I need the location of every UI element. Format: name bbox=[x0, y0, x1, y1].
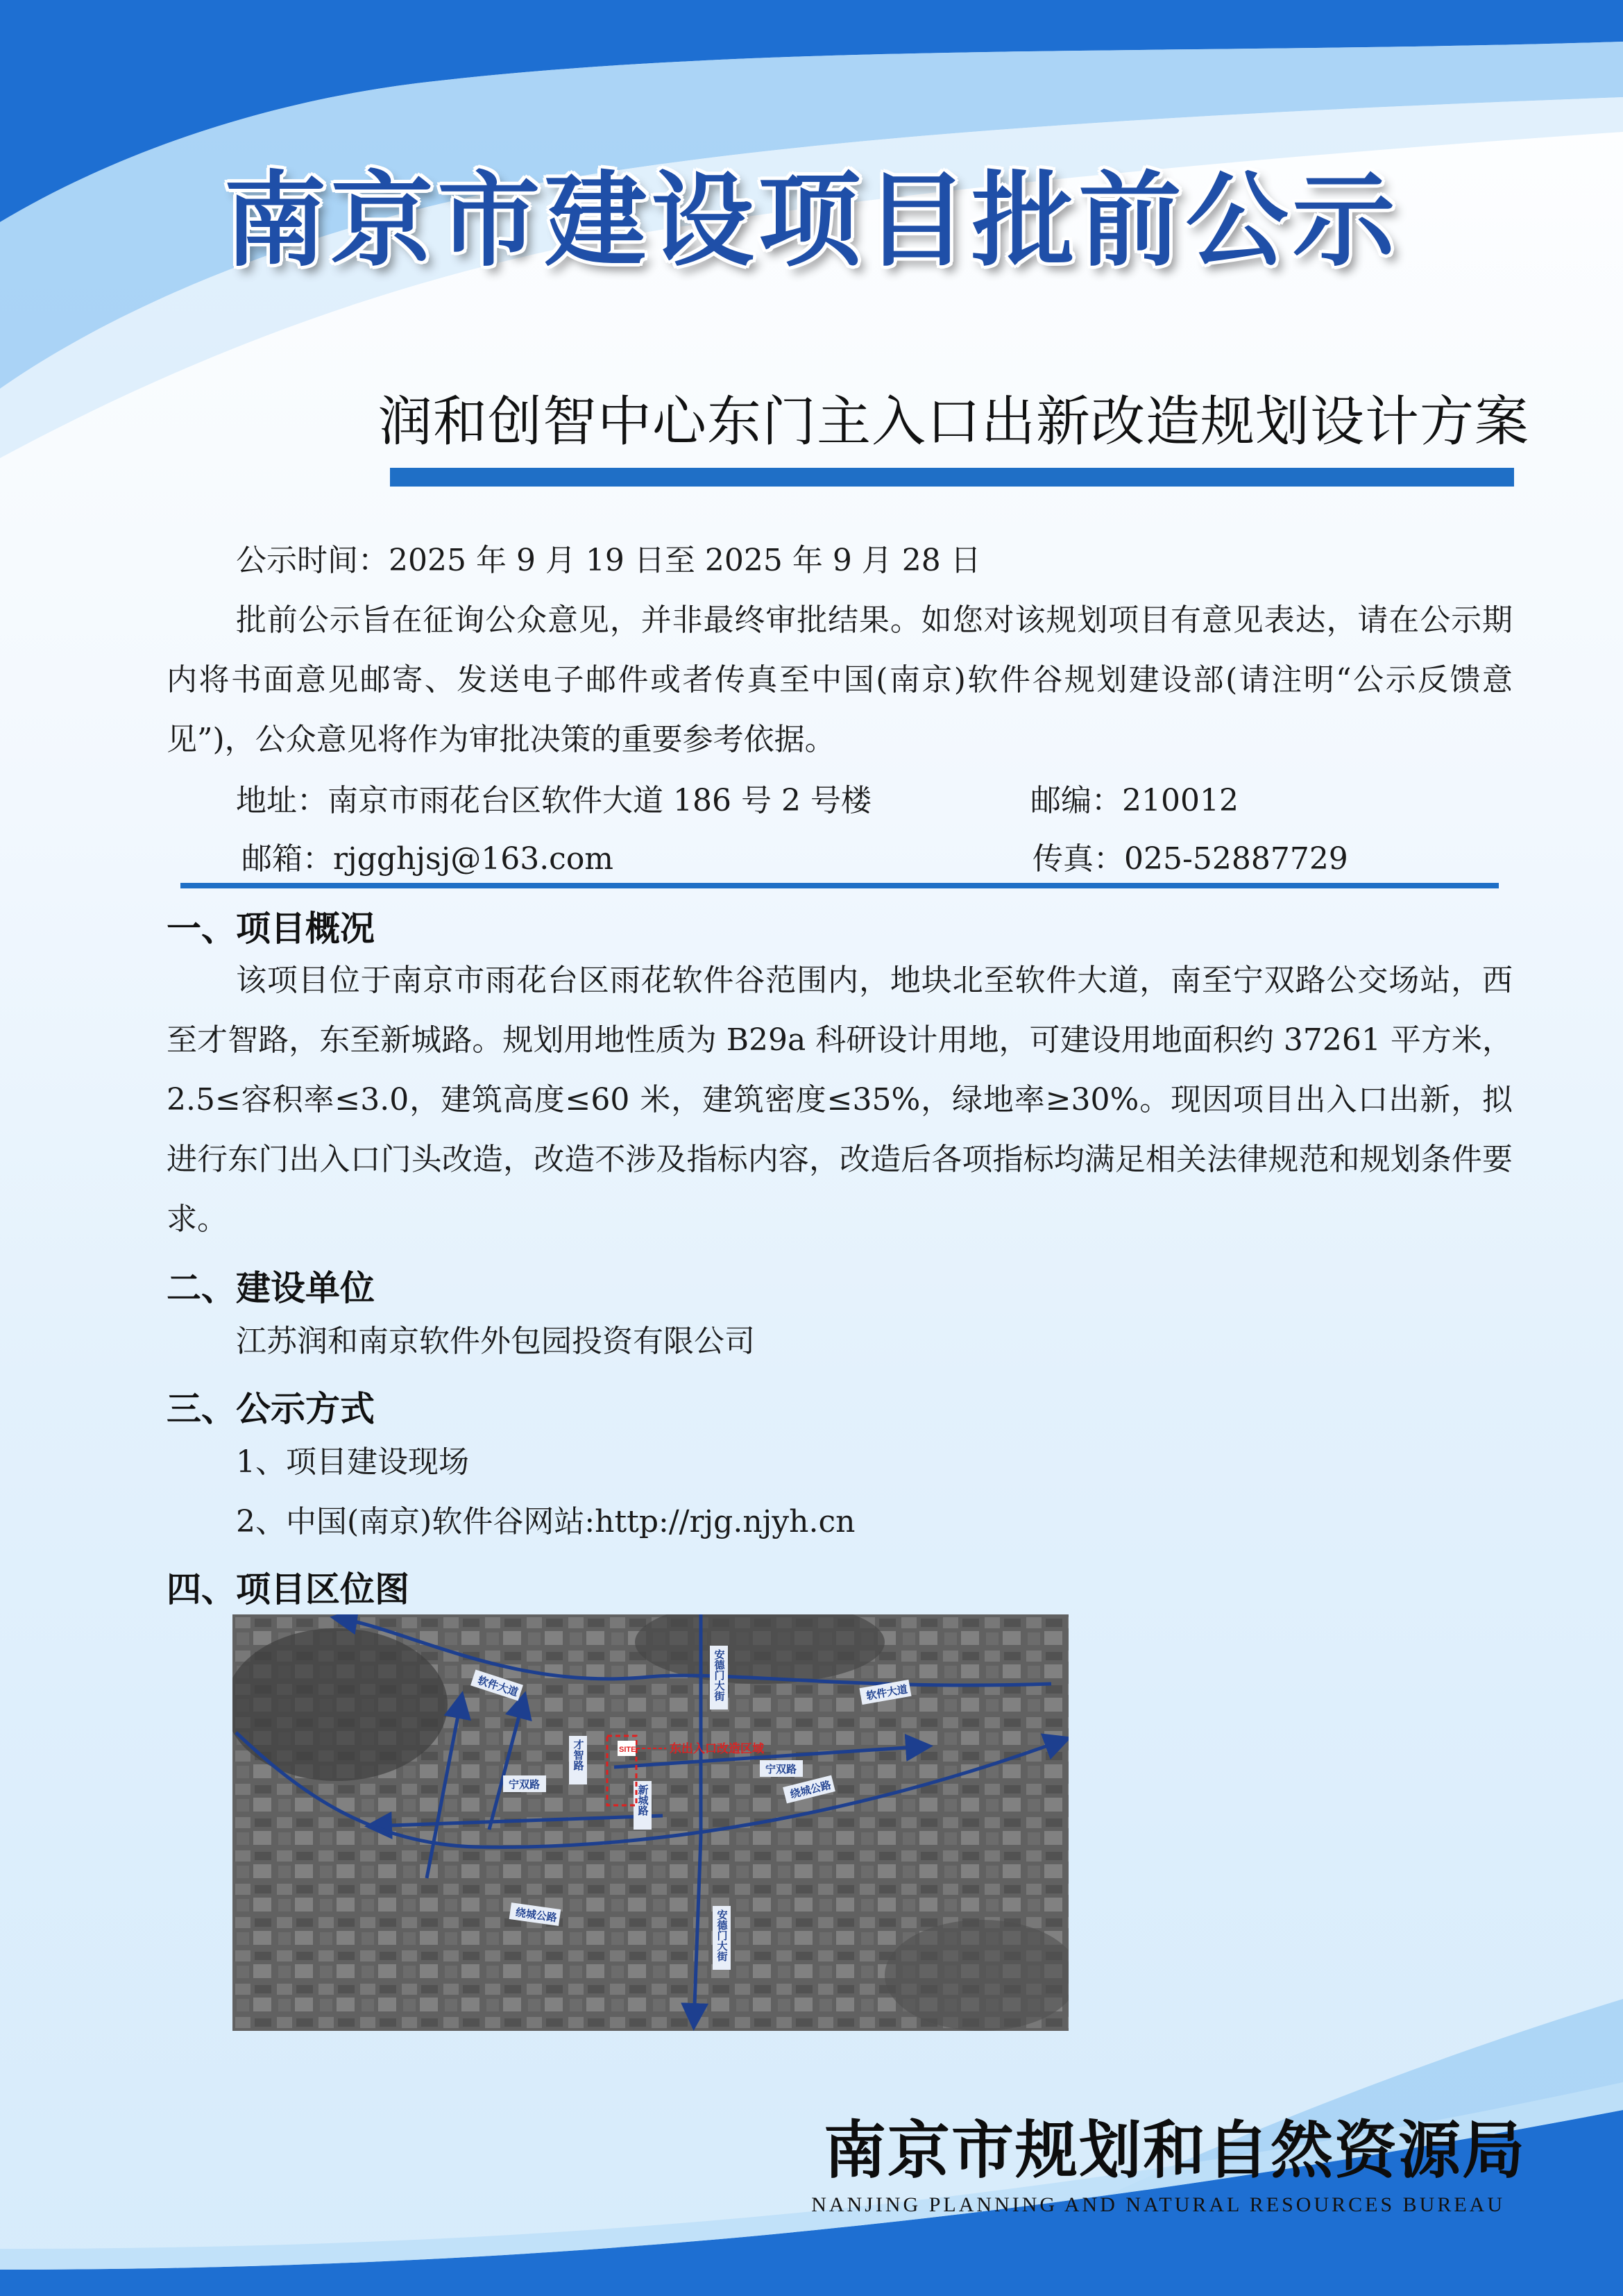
road-label: 安德门大街 bbox=[715, 1909, 728, 1961]
notice-fax: 传真：025-52887729 bbox=[1033, 841, 1348, 877]
road-label: 宁双路 bbox=[509, 1779, 541, 1791]
road-label: 软件大道 bbox=[865, 1683, 909, 1703]
section-heading-overview: 一、项目概况 bbox=[167, 909, 375, 949]
road-label: 新城路 bbox=[636, 1784, 649, 1816]
site-label: 东出入口改造区域 bbox=[670, 1742, 764, 1755]
road-label: 绕城公路 bbox=[514, 1907, 558, 1925]
project-title: 润和创智中心东门主入口出新改造规划设计方案 bbox=[378, 391, 1530, 453]
location-map bbox=[232, 1614, 1069, 2031]
bureau-name-en: NANJING PLANNING AND NATURAL RESOURCES BUREAU bbox=[811, 2193, 1505, 2216]
notice-email: 邮箱：rjgghjsj@163.com bbox=[241, 841, 614, 877]
method-item: 2、中国(南京)软件谷网站:http://rjg.njyh.cn bbox=[236, 1504, 856, 1539]
section-heading-builder: 二、建设单位 bbox=[167, 1268, 375, 1308]
road-label: 软件大道 bbox=[476, 1674, 520, 1699]
road-label: 安德门大街 bbox=[713, 1649, 725, 1701]
road-label: 宁双路 bbox=[765, 1764, 797, 1775]
notice-intro: 批前公示旨在征询公众意见，并非最终审批结果。如您对该规划项目有意见表达，请在公示期内将书面意见邮寄、发送电子邮件或者传真至中国(南京)软件谷规划建设部(请注明“公示反馈意见”)，公众意见将作为审批决策的重要参考依据。 bbox=[167, 602, 1513, 757]
main-title: 南京市建设项目批前公示 bbox=[223, 160, 1400, 280]
notice-time: 公示时间：2025 年 9 月 19 日至 2025 年 9 月 28 日 bbox=[236, 543, 981, 578]
section-heading-method: 三、公示方式 bbox=[167, 1389, 375, 1429]
section-divider bbox=[180, 883, 1499, 888]
road-label: 绕城公路 bbox=[789, 1779, 833, 1801]
notice-address: 地址：南京市雨花台区软件大道 186 号 2 号楼 bbox=[236, 783, 872, 818]
notice-postcode: 邮编：210012 bbox=[1030, 783, 1239, 818]
site-tag: SITE bbox=[619, 1746, 636, 1754]
bureau-name-cn: 南京市规划和自然资源局 bbox=[824, 2113, 1526, 2187]
method-item: 1、项目建设现场 bbox=[236, 1444, 469, 1480]
overview-text: 该项目位于南京市雨花台区雨花软件谷范围内，地块北至软件大道，南至宁双路公交场站，西至才智路，东至新城路。规划用地性质为 B29a 科研设计用地，可建设用地面积约 37261 平方米，2.5≤容积率≤3.0，建筑高度≤60 米，建筑密度≤35%，绿地率≥30%。现因项目出入口出新，拟进行东门出入口门头改造，改造不涉及指标内容，改造后各项指标均满足相关法律规范和规划条件要求。 bbox=[167, 963, 1513, 1237]
road-label: 才智路 bbox=[572, 1739, 584, 1771]
section-heading-location: 四、项目区位图 bbox=[167, 1569, 409, 1610]
builder-name: 江苏润和南京软件外包园投资有限公司 bbox=[236, 1324, 755, 1359]
title-underline-bar bbox=[390, 468, 1514, 487]
